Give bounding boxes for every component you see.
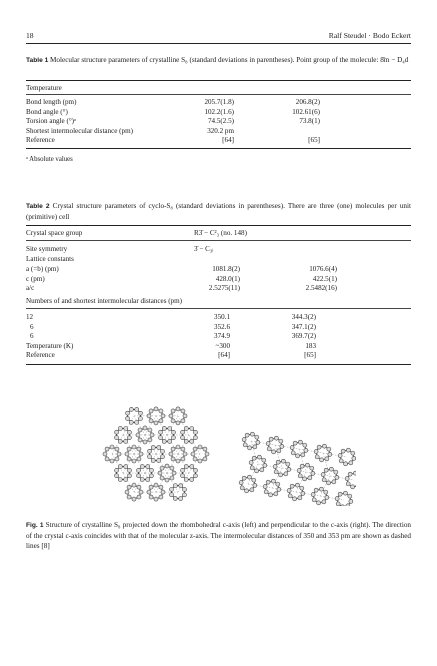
intermolecular-distance-line [272,488,296,492]
distance-row-value-1: 350.1 [214,313,230,321]
table2-caption [26,201,411,222]
distance-row-value-2: 183 [305,341,316,350]
table1-row-value-2: [65] [308,136,320,144]
figure-structure-image [96,396,356,506]
distance-row-value-2: 347.1(2) [291,322,316,331]
table1-row-label: Reference [26,136,55,144]
lattice-row-label: c (pm) [26,274,45,283]
intermolecular-distance-line [248,484,272,488]
figure-caption-text: Structure of crystalline S₈ projected down the rhombohedral c-axis (left) and perpendicular to the c-axis (right). The direction of the crystal c-axis coincides with that of the molecular z-axis. The intermolecular distances of 350 and 353 pm are shown as dashed lines [8] [26,521,412,550]
table1-header: Temperature [26,84,62,92]
table2-bottom-rule [26,364,411,365]
distances-rule [26,308,411,309]
intermolecular-distance-line [296,492,320,496]
site-symmetry-label: Site symmetry [26,245,68,253]
intermolecular-distance-line [323,453,347,457]
lattice-row-value-1: 2.5275(11) [208,284,240,292]
table1-row-label: Bond length (pm) [26,98,77,106]
sulfur-ring-side [345,471,356,489]
distance-row-value-2: 344.3(2) [291,313,316,321]
table1-footnote: ᵃ Absolute values [26,156,73,163]
distance-row-label: Reference [26,351,55,359]
table1-caption-text: Molecular structure parameters of crystalline S₈ (standard deviations in parentheses). Point group of the molecule: 8̄m − D₄d [50,56,409,64]
table1-row-label: Shortest intermolecular distance (pm) [26,126,133,135]
intermolecular-distance-line [251,441,275,445]
site-symmetry-value: 3̄ − C₃ᵢ [194,245,214,253]
table1-caption [26,55,411,66]
table1-row-value-2: 102.61(6) [292,107,320,116]
lattice-row-value-2: 2.5482(16) [305,284,337,292]
lattice-row-value-1: 1081.8(2) [212,265,240,273]
table1-top-rule [26,80,411,81]
lattice-row-value-2: 422.5(1) [312,274,337,283]
distance-row-label: Temperature (K) [26,341,74,350]
table1-caption-label: Table 1 [26,57,49,64]
table2-header-value: R3̄ − C²₃ (no. 148) [194,229,247,237]
table2-header-label: Crystal space group [26,229,83,237]
distance-row-value-2: 369.7(2) [291,332,316,340]
distance-row-value-1: ~300 [215,341,230,350]
intermolecular-distance-line [282,468,306,472]
intermolecular-distance-line [299,449,323,453]
distances-label: Numbers of and shortest intermolecular distances (pm) [26,297,183,305]
table1-row-value-1: 74.5(2.5) [207,117,234,125]
table2-header-rule [26,240,411,241]
distance-row-value-1: [64] [218,351,230,359]
table2-top-rule [26,225,411,226]
distance-row-value-2: [65] [304,351,316,359]
table1-bottom-rule [26,148,411,149]
distance-row-label: 6 [30,332,34,340]
lattice-row-value-2: 1076.6(4) [309,265,337,273]
intermolecular-distance-line [330,476,354,480]
figure-caption-label: Fig. 1 [26,522,44,529]
lattice-constants-label: Lattice constants [26,255,74,263]
table2-caption-text: Crystal structure parameters of cyclo-S₈ (standard deviations in parentheses). There are three (one) molecules per unit (primitive) cell [26,202,412,221]
figure-caption [26,520,411,551]
sulfur-ring-side [335,491,353,506]
header-rule [26,43,411,44]
table1-row-value-1: [64] [222,136,234,144]
intermolecular-distance-line [275,445,299,449]
table1-header-rule [26,94,411,95]
running-header-authors: Ralf Steudel · Bodo Eckert [328,31,411,40]
distance-row-value-1: 374.9 [214,332,230,340]
lattice-row-label: a/c [26,284,35,292]
projection-perpendicular-c-axis [239,432,356,506]
page-number: 18 [26,31,34,40]
distance-row-label: 12 [26,313,34,321]
projection-along-c-axis [103,407,209,501]
table1-row-value-1: 205.7(1.8) [204,98,234,106]
intermolecular-distance-line [306,472,330,476]
table1-row-value-1: 320.2 pm [207,126,234,135]
intermolecular-distance-line [258,464,282,468]
intermolecular-distance-line [320,496,344,500]
distance-row-label: 6 [30,322,34,331]
table1-row-value-2: 206.8(2) [295,98,320,106]
table2-caption-label: Table 2 [26,203,50,210]
table1-row-label: Torsion angle (°)ᵃ [26,117,76,125]
distance-row-value-1: 352.6 [214,322,230,331]
lattice-row-label: a (=b) (pm) [26,265,59,273]
table1-row-value-1: 102.2(1.6) [204,107,234,116]
table1-row-value-2: 73.8(1) [299,117,320,125]
lattice-row-value-1: 428.0(1) [215,274,240,283]
table1-row-label: Bond angle (°) [26,107,68,116]
